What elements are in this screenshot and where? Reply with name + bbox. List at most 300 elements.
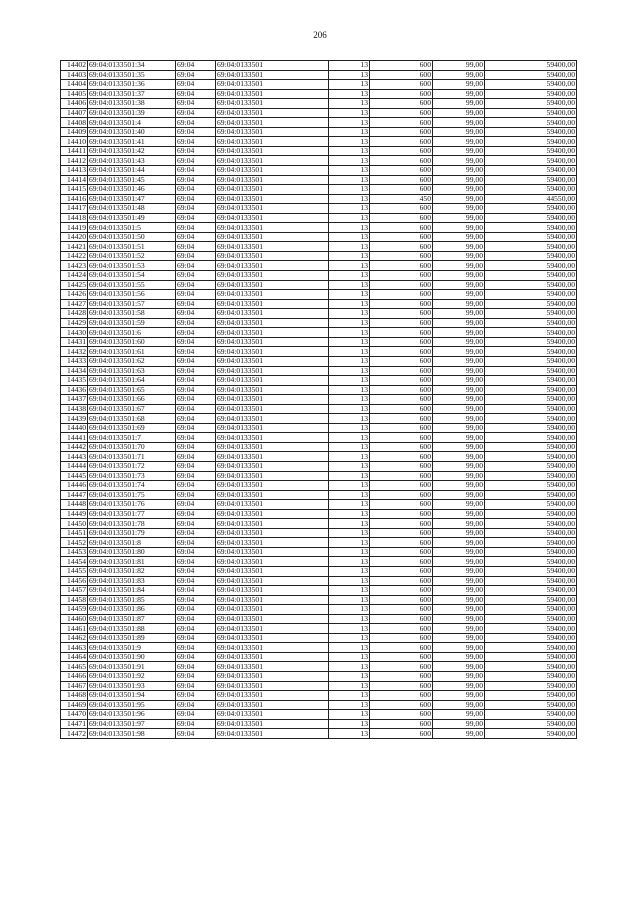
cost-cell: 59400,00 [485, 118, 577, 128]
row-number-cell: 14449 [61, 509, 88, 519]
category-cell: 13 [329, 290, 370, 300]
table-row [61, 433, 577, 443]
area-cell: 600 [370, 261, 433, 271]
cadastral-number-cell: 69:04:0133501:98 [88, 729, 176, 739]
row-number-cell: 14430 [61, 328, 88, 338]
cadastral-number-cell: 69:04:0133501:7 [88, 433, 176, 443]
rate-cell: 99,00 [433, 70, 485, 80]
cadastral-block-cell: 69:04:0133501 [216, 70, 329, 80]
table-row [61, 614, 577, 624]
district-code-cell: 69:04 [176, 500, 216, 510]
row-number-cell: 14442 [61, 442, 88, 452]
rate-cell: 99,00 [433, 127, 485, 137]
rate-cell: 99,00 [433, 719, 485, 729]
table-row [61, 624, 577, 634]
cadastral-block-cell: 69:04:0133501 [216, 175, 329, 185]
cadastral-block-cell: 69:04:0133501 [216, 118, 329, 128]
row-number-cell: 14471 [61, 719, 88, 729]
cadastral-number-cell: 69:04:0133501:88 [88, 624, 176, 634]
table-row [61, 185, 577, 195]
cadastral-number-cell: 69:04:0133501:37 [88, 89, 176, 99]
cadastral-block-cell: 69:04:0133501 [216, 89, 329, 99]
cadastral-block-cell: 69:04:0133501 [216, 576, 329, 586]
category-cell: 13 [329, 719, 370, 729]
cadastral-number-cell: 69:04:0133501:57 [88, 299, 176, 309]
category-cell: 13 [329, 232, 370, 242]
district-code-cell: 69:04 [176, 481, 216, 491]
row-number-cell: 14456 [61, 576, 88, 586]
cost-cell: 44550,00 [485, 194, 577, 204]
cadastral-block-cell: 69:04:0133501 [216, 538, 329, 548]
area-cell: 600 [370, 423, 433, 433]
row-number-cell: 14466 [61, 672, 88, 682]
area-cell: 600 [370, 376, 433, 386]
district-code-cell: 69:04 [176, 442, 216, 452]
area-cell: 600 [370, 328, 433, 338]
cadastral-number-cell: 69:04:0133501:5 [88, 223, 176, 233]
cadastral-number-cell: 69:04:0133501:85 [88, 595, 176, 605]
district-code-cell: 69:04 [176, 356, 216, 366]
table-row [61, 223, 577, 233]
rate-cell: 99,00 [433, 461, 485, 471]
district-code-cell: 69:04 [176, 309, 216, 319]
cadastral-block-cell: 69:04:0133501 [216, 566, 329, 576]
district-code-cell: 69:04 [176, 586, 216, 596]
category-cell: 13 [329, 490, 370, 500]
row-number-cell: 14404 [61, 80, 88, 90]
row-number-cell: 14422 [61, 251, 88, 261]
cadastral-block-cell: 69:04:0133501 [216, 700, 329, 710]
rate-cell: 99,00 [433, 232, 485, 242]
district-code-cell: 69:04 [176, 490, 216, 500]
row-number-cell: 14460 [61, 614, 88, 624]
district-code-cell: 69:04 [176, 194, 216, 204]
cadastral-number-cell: 69:04:0133501:6 [88, 328, 176, 338]
area-cell: 450 [370, 194, 433, 204]
rate-cell: 99,00 [433, 395, 485, 405]
row-number-cell: 14454 [61, 557, 88, 567]
table-row [61, 729, 577, 739]
rate-cell: 99,00 [433, 299, 485, 309]
area-cell: 600 [370, 127, 433, 137]
category-cell: 13 [329, 710, 370, 720]
category-cell: 13 [329, 481, 370, 491]
category-cell: 13 [329, 624, 370, 634]
row-number-cell: 14448 [61, 500, 88, 510]
district-code-cell: 69:04 [176, 662, 216, 672]
cadastral-number-cell: 69:04:0133501:97 [88, 719, 176, 729]
row-number-cell: 14467 [61, 681, 88, 691]
rate-cell: 99,00 [433, 337, 485, 347]
table-row [61, 500, 577, 510]
category-cell: 13 [329, 700, 370, 710]
table-row [61, 280, 577, 290]
area-cell: 600 [370, 471, 433, 481]
category-cell: 13 [329, 347, 370, 357]
row-number-cell: 14426 [61, 290, 88, 300]
cost-cell: 59400,00 [485, 557, 577, 567]
area-cell: 600 [370, 99, 433, 109]
table-row [61, 710, 577, 720]
area-cell: 600 [370, 557, 433, 567]
table-row [61, 481, 577, 491]
rate-cell: 99,00 [433, 118, 485, 128]
cadastral-number-cell: 69:04:0133501:68 [88, 414, 176, 424]
category-cell: 13 [329, 519, 370, 529]
cadastral-block-cell: 69:04:0133501 [216, 662, 329, 672]
category-cell: 13 [329, 194, 370, 204]
cost-cell: 59400,00 [485, 500, 577, 510]
area-cell: 600 [370, 108, 433, 118]
rate-cell: 99,00 [433, 586, 485, 596]
table-row [61, 547, 577, 557]
row-number-cell: 14437 [61, 395, 88, 405]
row-number-cell: 14405 [61, 89, 88, 99]
cost-cell: 59400,00 [485, 719, 577, 729]
cadastral-block-cell: 69:04:0133501 [216, 61, 329, 71]
category-cell: 13 [329, 385, 370, 395]
row-number-cell: 14420 [61, 232, 88, 242]
district-code-cell: 69:04 [176, 175, 216, 185]
cadastral-block-cell: 69:04:0133501 [216, 710, 329, 720]
cadastral-number-cell: 69:04:0133501:96 [88, 710, 176, 720]
area-cell: 600 [370, 175, 433, 185]
table-row [61, 166, 577, 176]
district-code-cell: 69:04 [176, 99, 216, 109]
rate-cell: 99,00 [433, 519, 485, 529]
rate-cell: 99,00 [433, 500, 485, 510]
cadastral-block-cell: 69:04:0133501 [216, 213, 329, 223]
cost-cell: 59400,00 [485, 681, 577, 691]
district-code-cell: 69:04 [176, 576, 216, 586]
rate-cell: 99,00 [433, 261, 485, 271]
rate-cell: 99,00 [433, 366, 485, 376]
cadastral-number-cell: 69:04:0133501:87 [88, 614, 176, 624]
district-code-cell: 69:04 [176, 80, 216, 90]
area-cell: 600 [370, 700, 433, 710]
rate-cell: 99,00 [433, 185, 485, 195]
category-cell: 13 [329, 204, 370, 214]
category-cell: 13 [329, 471, 370, 481]
rate-cell: 99,00 [433, 414, 485, 424]
row-number-cell: 14463 [61, 643, 88, 653]
cost-cell: 59400,00 [485, 347, 577, 357]
area-cell: 600 [370, 528, 433, 538]
category-cell: 13 [329, 328, 370, 338]
district-code-cell: 69:04 [176, 538, 216, 548]
row-number-cell: 14464 [61, 652, 88, 662]
cost-cell: 59400,00 [485, 528, 577, 538]
category-cell: 13 [329, 127, 370, 137]
cost-cell: 59400,00 [485, 452, 577, 462]
area-cell: 600 [370, 356, 433, 366]
cadastral-number-cell: 69:04:0133501:83 [88, 576, 176, 586]
cadastral-number-cell: 69:04:0133501:55 [88, 280, 176, 290]
cost-cell: 59400,00 [485, 662, 577, 672]
area-cell: 600 [370, 547, 433, 557]
category-cell: 13 [329, 423, 370, 433]
cost-cell: 59400,00 [485, 566, 577, 576]
row-number-cell: 14455 [61, 566, 88, 576]
land-plots-table [60, 60, 577, 739]
cadastral-block-cell: 69:04:0133501 [216, 528, 329, 538]
cost-cell: 59400,00 [485, 691, 577, 701]
district-code-cell: 69:04 [176, 280, 216, 290]
rate-cell: 99,00 [433, 691, 485, 701]
category-cell: 13 [329, 414, 370, 424]
rate-cell: 99,00 [433, 442, 485, 452]
area-cell: 600 [370, 337, 433, 347]
cadastral-number-cell: 69:04:0133501:51 [88, 242, 176, 252]
cost-cell: 59400,00 [485, 652, 577, 662]
cadastral-block-cell: 69:04:0133501 [216, 108, 329, 118]
cost-cell: 59400,00 [485, 395, 577, 405]
row-number-cell: 14418 [61, 213, 88, 223]
table-row [61, 691, 577, 701]
table-row [61, 299, 577, 309]
area-cell: 600 [370, 662, 433, 672]
row-number-cell: 14443 [61, 452, 88, 462]
table-row [61, 586, 577, 596]
category-cell: 13 [329, 576, 370, 586]
area-cell: 600 [370, 299, 433, 309]
district-code-cell: 69:04 [176, 118, 216, 128]
area-cell: 600 [370, 204, 433, 214]
cost-cell: 59400,00 [485, 156, 577, 166]
district-code-cell: 69:04 [176, 385, 216, 395]
area-cell: 600 [370, 624, 433, 634]
area-cell: 600 [370, 614, 433, 624]
cost-cell: 59400,00 [485, 547, 577, 557]
cadastral-number-cell: 69:04:0133501:93 [88, 681, 176, 691]
area-cell: 600 [370, 395, 433, 405]
cadastral-block-cell: 69:04:0133501 [216, 481, 329, 491]
district-code-cell: 69:04 [176, 652, 216, 662]
row-number-cell: 14446 [61, 481, 88, 491]
district-code-cell: 69:04 [176, 557, 216, 567]
cadastral-block-cell: 69:04:0133501 [216, 471, 329, 481]
cadastral-block-cell: 69:04:0133501 [216, 366, 329, 376]
table-row [61, 61, 577, 71]
district-code-cell: 69:04 [176, 605, 216, 615]
cadastral-block-cell: 69:04:0133501 [216, 643, 329, 653]
rate-cell: 99,00 [433, 433, 485, 443]
district-code-cell: 69:04 [176, 633, 216, 643]
row-number-cell: 14439 [61, 414, 88, 424]
area-cell: 600 [370, 538, 433, 548]
cost-cell: 59400,00 [485, 175, 577, 185]
district-code-cell: 69:04 [176, 461, 216, 471]
cost-cell: 59400,00 [485, 509, 577, 519]
cost-cell: 59400,00 [485, 356, 577, 366]
cost-cell: 59400,00 [485, 251, 577, 261]
cadastral-number-cell: 69:04:0133501:45 [88, 175, 176, 185]
cadastral-number-cell: 69:04:0133501:78 [88, 519, 176, 529]
cost-cell: 59400,00 [485, 385, 577, 395]
area-cell: 600 [370, 242, 433, 252]
category-cell: 13 [329, 156, 370, 166]
category-cell: 13 [329, 309, 370, 319]
rate-cell: 99,00 [433, 89, 485, 99]
district-code-cell: 69:04 [176, 156, 216, 166]
rate-cell: 99,00 [433, 605, 485, 615]
row-number-cell: 14451 [61, 528, 88, 538]
cadastral-block-cell: 69:04:0133501 [216, 223, 329, 233]
area-cell: 600 [370, 710, 433, 720]
category-cell: 13 [329, 261, 370, 271]
area-cell: 600 [370, 605, 433, 615]
rate-cell: 99,00 [433, 423, 485, 433]
district-code-cell: 69:04 [176, 61, 216, 71]
cadastral-block-cell: 69:04:0133501 [216, 452, 329, 462]
cadastral-block-cell: 69:04:0133501 [216, 672, 329, 682]
cadastral-number-cell: 69:04:0133501:63 [88, 366, 176, 376]
cadastral-number-cell: 69:04:0133501:76 [88, 500, 176, 510]
category-cell: 13 [329, 547, 370, 557]
row-number-cell: 14402 [61, 61, 88, 71]
cost-cell: 59400,00 [485, 80, 577, 90]
row-number-cell: 14424 [61, 271, 88, 281]
cost-cell: 59400,00 [485, 366, 577, 376]
table-row [61, 251, 577, 261]
area-cell: 600 [370, 118, 433, 128]
rate-cell: 99,00 [433, 672, 485, 682]
table-row [61, 595, 577, 605]
cost-cell: 59400,00 [485, 710, 577, 720]
cost-cell: 59400,00 [485, 318, 577, 328]
table-row [61, 290, 577, 300]
row-number-cell: 14445 [61, 471, 88, 481]
cost-cell: 59400,00 [485, 442, 577, 452]
cadastral-block-cell: 69:04:0133501 [216, 433, 329, 443]
row-number-cell: 14411 [61, 146, 88, 156]
table-row [61, 395, 577, 405]
cadastral-number-cell: 69:04:0133501:54 [88, 271, 176, 281]
table-row [61, 204, 577, 214]
cadastral-block-cell: 69:04:0133501 [216, 99, 329, 109]
cadastral-number-cell: 69:04:0133501:44 [88, 166, 176, 176]
area-cell: 600 [370, 643, 433, 653]
rate-cell: 99,00 [433, 80, 485, 90]
cost-cell: 59400,00 [485, 261, 577, 271]
cadastral-number-cell: 69:04:0133501:84 [88, 586, 176, 596]
cost-cell: 59400,00 [485, 595, 577, 605]
area-cell: 600 [370, 633, 433, 643]
category-cell: 13 [329, 452, 370, 462]
category-cell: 13 [329, 395, 370, 405]
rate-cell: 99,00 [433, 156, 485, 166]
area-cell: 600 [370, 490, 433, 500]
rate-cell: 99,00 [433, 347, 485, 357]
rate-cell: 99,00 [433, 509, 485, 519]
cadastral-block-cell: 69:04:0133501 [216, 299, 329, 309]
cadastral-number-cell: 69:04:0133501:47 [88, 194, 176, 204]
table-row [61, 700, 577, 710]
area-cell: 600 [370, 500, 433, 510]
area-cell: 600 [370, 719, 433, 729]
cadastral-number-cell: 69:04:0133501:56 [88, 290, 176, 300]
cadastral-number-cell: 69:04:0133501:89 [88, 633, 176, 643]
district-code-cell: 69:04 [176, 127, 216, 137]
rate-cell: 99,00 [433, 137, 485, 147]
table-row [61, 605, 577, 615]
cadastral-number-cell: 69:04:0133501:77 [88, 509, 176, 519]
category-cell: 13 [329, 652, 370, 662]
table-row [61, 576, 577, 586]
district-code-cell: 69:04 [176, 204, 216, 214]
row-number-cell: 14408 [61, 118, 88, 128]
table-row [61, 633, 577, 643]
rate-cell: 99,00 [433, 576, 485, 586]
rate-cell: 99,00 [433, 471, 485, 481]
category-cell: 13 [329, 70, 370, 80]
rate-cell: 99,00 [433, 595, 485, 605]
table-row [61, 471, 577, 481]
table-row [61, 519, 577, 529]
area-cell: 600 [370, 461, 433, 471]
table-row [61, 194, 577, 204]
rate-cell: 99,00 [433, 194, 485, 204]
cadastral-block-cell: 69:04:0133501 [216, 156, 329, 166]
rate-cell: 99,00 [433, 99, 485, 109]
district-code-cell: 69:04 [176, 347, 216, 357]
table-row [61, 490, 577, 500]
rate-cell: 99,00 [433, 624, 485, 634]
table-row [61, 70, 577, 80]
cadastral-block-cell: 69:04:0133501 [216, 242, 329, 252]
cadastral-number-cell: 69:04:0133501:86 [88, 605, 176, 615]
table-row [61, 99, 577, 109]
cost-cell: 59400,00 [485, 481, 577, 491]
table-row [61, 376, 577, 386]
cost-cell: 59400,00 [485, 70, 577, 80]
cadastral-block-cell: 69:04:0133501 [216, 328, 329, 338]
cadastral-number-cell: 69:04:0133501:65 [88, 385, 176, 395]
cadastral-number-cell: 69:04:0133501:36 [88, 80, 176, 90]
cost-cell: 59400,00 [485, 519, 577, 529]
category-cell: 13 [329, 614, 370, 624]
row-number-cell: 14433 [61, 356, 88, 366]
row-number-cell: 14459 [61, 605, 88, 615]
row-number-cell: 14457 [61, 586, 88, 596]
cadastral-number-cell: 69:04:0133501:90 [88, 652, 176, 662]
area-cell: 600 [370, 89, 433, 99]
area-cell: 600 [370, 146, 433, 156]
district-code-cell: 69:04 [176, 251, 216, 261]
row-number-cell: 14462 [61, 633, 88, 643]
row-number-cell: 14435 [61, 376, 88, 386]
table-row [61, 452, 577, 462]
cadastral-number-cell: 69:04:0133501:46 [88, 185, 176, 195]
cost-cell: 59400,00 [485, 538, 577, 548]
table-row [61, 366, 577, 376]
area-cell: 600 [370, 691, 433, 701]
cost-cell: 59400,00 [485, 376, 577, 386]
row-number-cell: 14461 [61, 624, 88, 634]
table-row [61, 127, 577, 137]
rate-cell: 99,00 [433, 271, 485, 281]
district-code-cell: 69:04 [176, 710, 216, 720]
category-cell: 13 [329, 223, 370, 233]
district-code-cell: 69:04 [176, 691, 216, 701]
district-code-cell: 69:04 [176, 299, 216, 309]
cadastral-number-cell: 69:04:0133501:61 [88, 347, 176, 357]
row-number-cell: 14470 [61, 710, 88, 720]
cadastral-block-cell: 69:04:0133501 [216, 395, 329, 405]
district-code-cell: 69:04 [176, 547, 216, 557]
rate-cell: 99,00 [433, 652, 485, 662]
area-cell: 600 [370, 595, 433, 605]
